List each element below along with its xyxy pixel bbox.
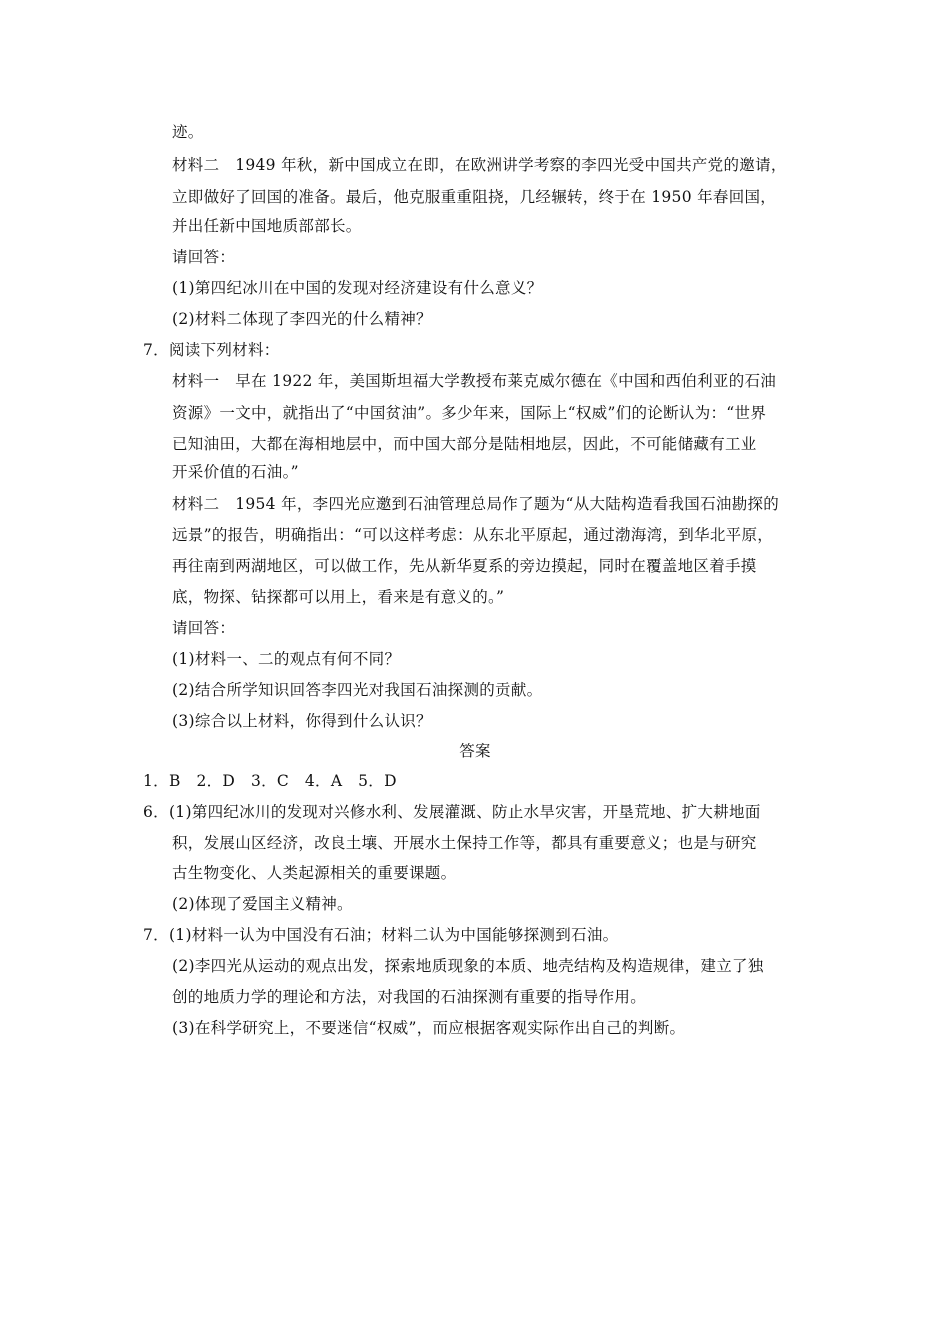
text-line: 开采价值的石油。” (172, 463, 299, 481)
text-line: 再往南到两湖地区，可以做工作，先从新华夏系的旁边摸起，同时在覆盖地区着手摸 (172, 557, 757, 575)
text-line: 材料一 早在 1922 年，美国斯坦福大学教授布莱克威尔德在《中国和西伯利亚的石油 (172, 372, 777, 390)
answer-line: 6．(1)第四纪冰川的发现对兴修水利、发展灌溉、防止水旱灾害，开垦荒地、扩大耕地面 (143, 803, 761, 821)
text-line: 请回答： (172, 619, 236, 637)
answer-heading: 答案 (459, 742, 491, 760)
text-line: 资源》一文中，就指出了“中国贫油”。多少年来，国际上“权威”们的论断认为：“世界 (172, 404, 767, 422)
text-line: 材料二 1949 年秋，新中国成立在即，在欧洲讲学考察的李四光受中国共产党的邀请， (172, 156, 787, 174)
question-number: 7．阅读下列材料： (143, 341, 280, 359)
question-item: (1)第四纪冰川在中国的发现对经济建设有什么意义？ (172, 279, 543, 297)
answer-line: 1．B 2．D 3．C 4．A 5．D (143, 772, 397, 790)
question-item: (2)材料二体现了李四光的什么精神？ (172, 310, 432, 328)
question-item: (2)结合所学知识回答李四光对我国石油探测的贡献。 (172, 681, 543, 699)
answer-line: 古生物变化、人类起源相关的重要课题。 (172, 864, 457, 882)
answer-line: 7．(1)材料一认为中国没有石油；材料二认为中国能够探测到石油。 (143, 926, 619, 944)
text-line: 已知油田，大都在海相地层中，而中国大部分是陆相地层，因此，不可能储藏有工业 (172, 435, 757, 453)
text-line: 底，物探、钻探都可以用上，看来是有意义的。” (172, 588, 505, 606)
answer-line: (2)体现了爱国主义精神。 (172, 895, 353, 913)
answer-line: 积，发展山区经济，改良土壤、开展水土保持工作等，都具有重要意义；也是与研究 (172, 834, 757, 852)
answer-line: (3)在科学研究上，不要迷信“权威”，而应根据客观实际作出自己的判断。 (172, 1019, 686, 1037)
answer-line: 创的地质力学的理论和方法，对我国的石油探测有重要的指导作用。 (172, 988, 647, 1006)
question-item: (3)综合以上材料，你得到什么认识？ (172, 712, 432, 730)
text-line: 请回答： (172, 248, 236, 266)
text-line: 并出任新中国地质部部长。 (172, 217, 362, 235)
text-line: 材料二 1954 年，李四光应邀到石油管理总局作了题为“从大陆构造看我国石油勘探的 (172, 495, 780, 513)
text-line: 远景”的报告，明确指出：“可以这样考虑：从东北平原起，通过渤海湾，到华北平原， (172, 526, 774, 544)
question-item: (1)材料一、二的观点有何不同？ (172, 650, 401, 668)
answer-line: (2)李四光从运动的观点出发，探索地质现象的本质、地壳结构及构造规律，建立了独 (172, 957, 764, 975)
text-line: 立即做好了回国的准备。最后，他克服重重阻挠，几经辗转，终于在 1950 年春回国， (172, 188, 777, 206)
text-line: 迹。 (172, 123, 204, 141)
